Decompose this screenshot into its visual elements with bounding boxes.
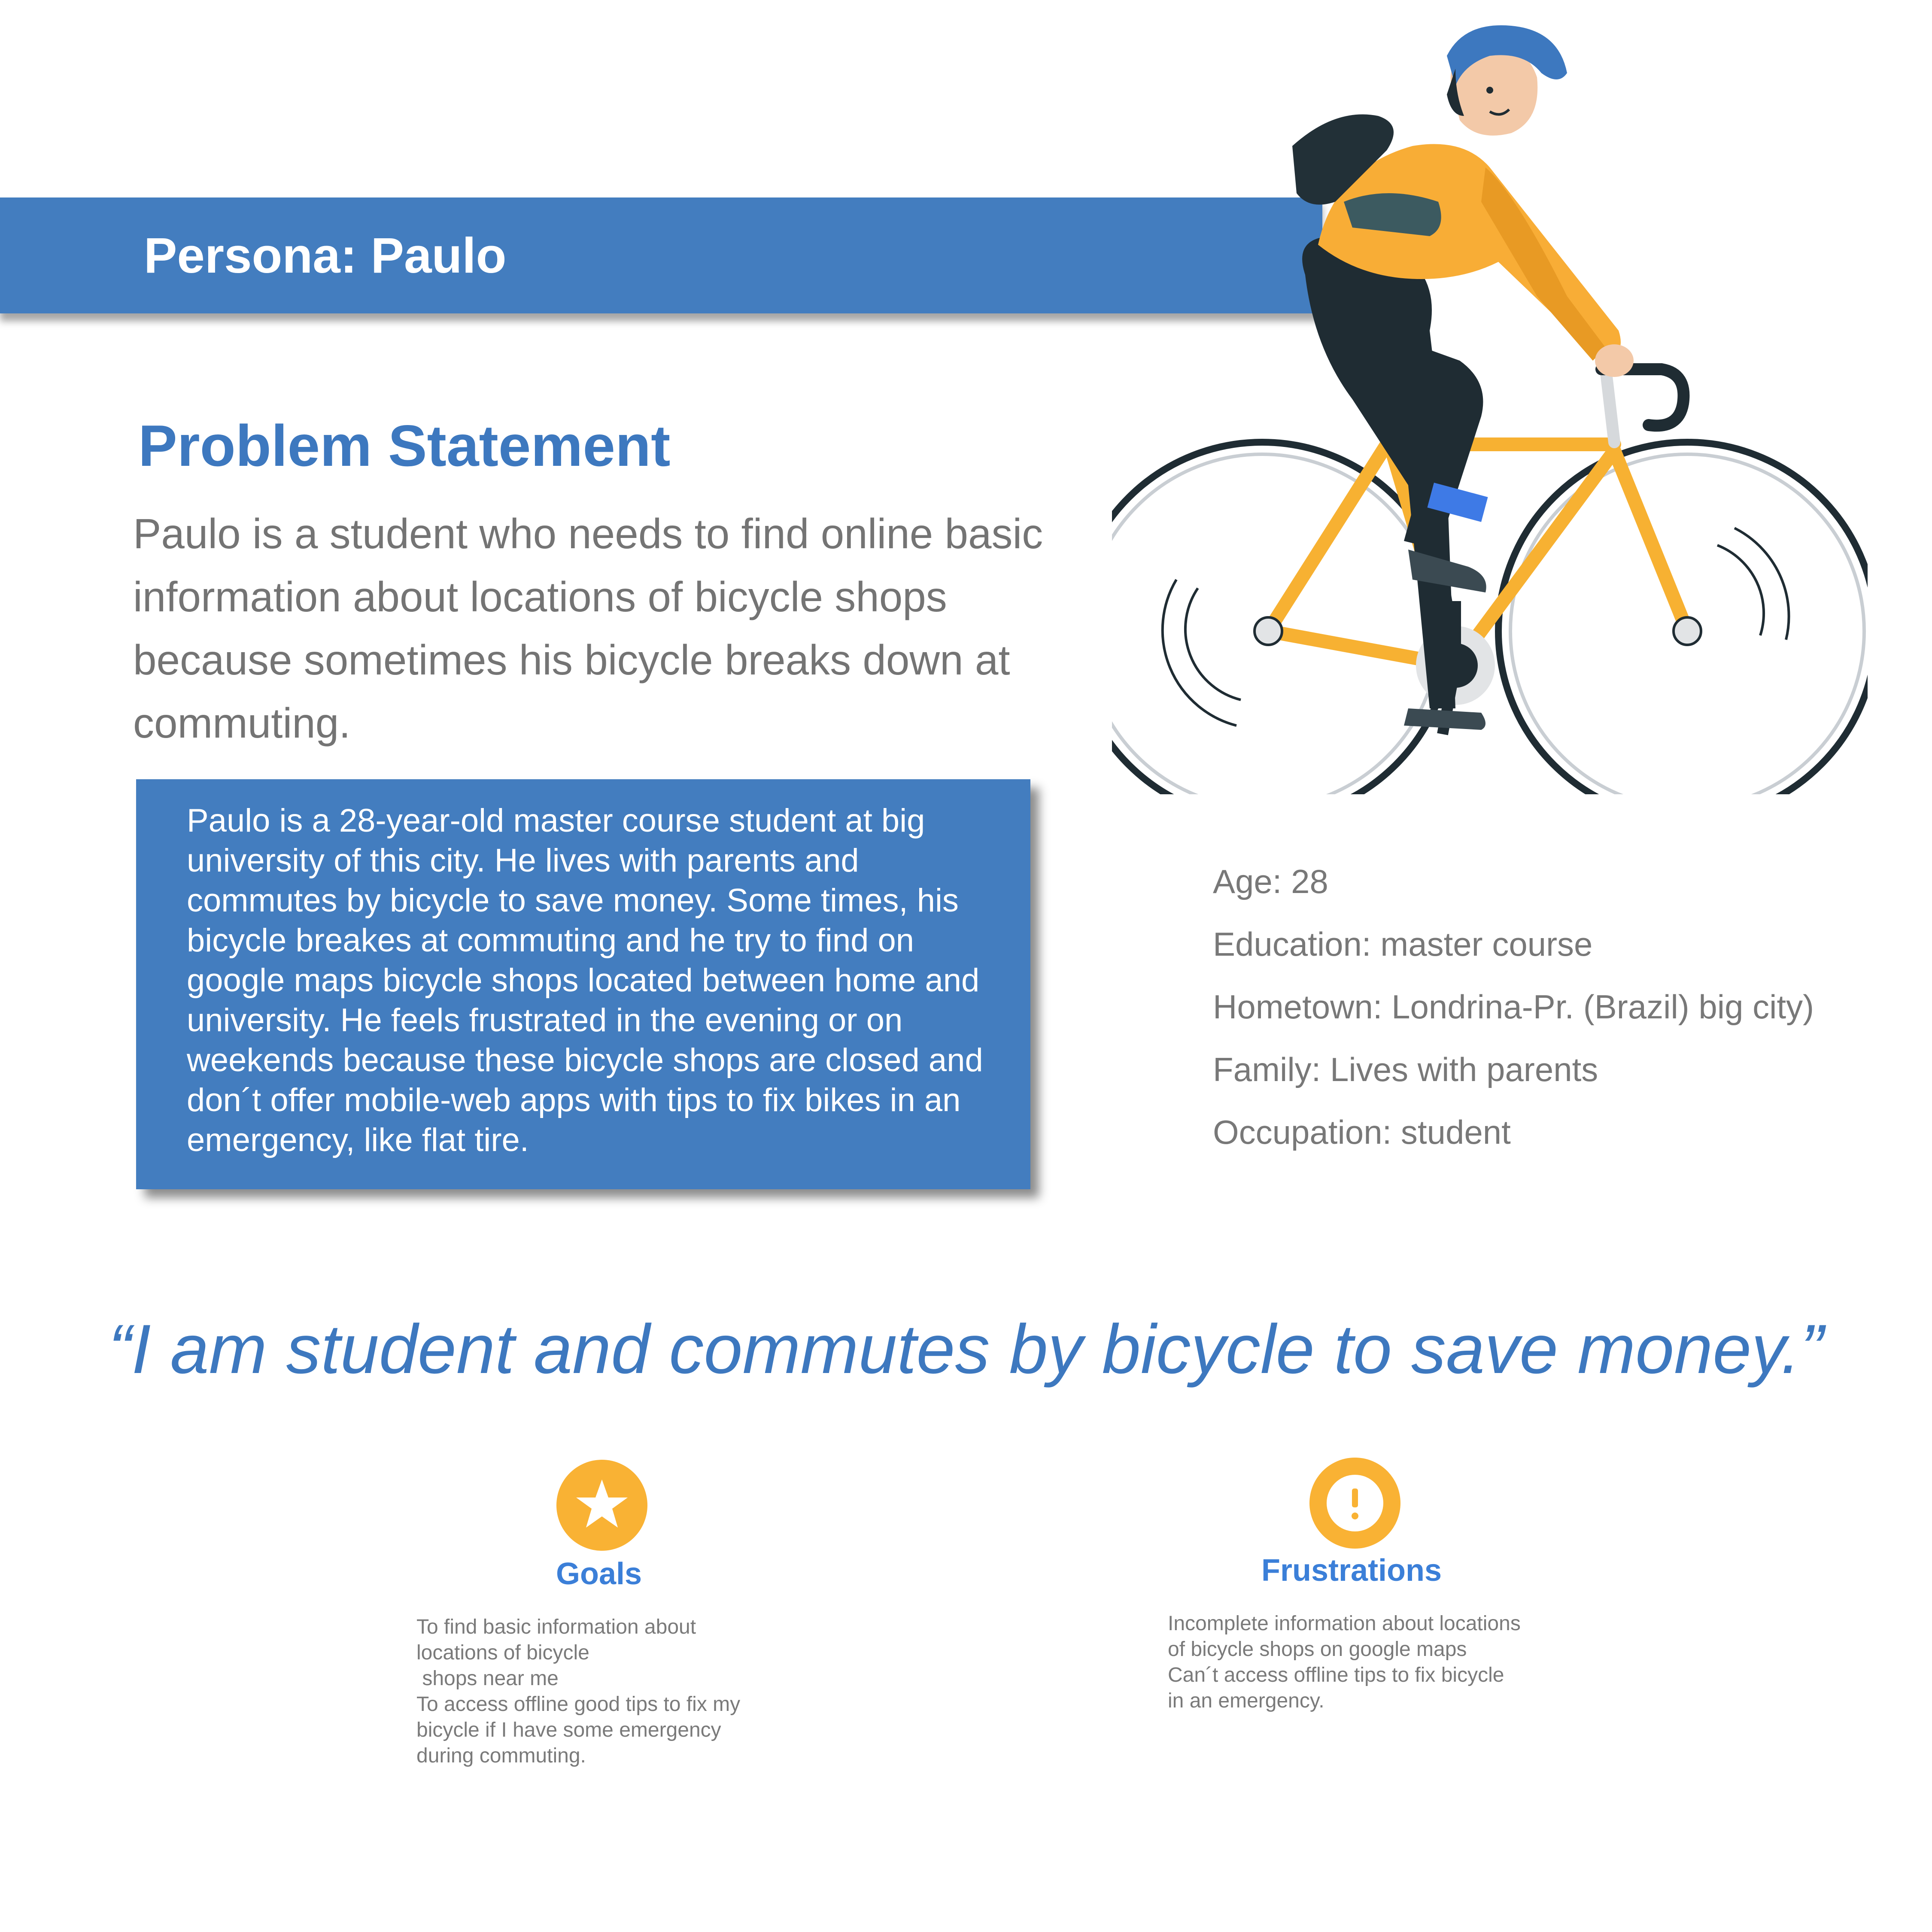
goal-line: To find basic information about: [416, 1616, 696, 1638]
fact-family: Family: Lives with parents: [1213, 1051, 1598, 1088]
problem-line: information about locations of bicycle shops: [133, 573, 947, 620]
bio-line: emergency, like flat tire.: [187, 1122, 529, 1158]
problem-line: because sometimes his bicycle breaks down at: [133, 636, 1010, 683]
fact-education: Education: master course: [1213, 925, 1593, 963]
problem-line: commuting.: [133, 699, 351, 747]
frustration-line: Can´t access offline tips to fix bicycle: [1168, 1664, 1504, 1686]
frustrations-list: [1168, 1611, 1521, 1714]
cyclist-illustration: [1112, 21, 1868, 794]
bio-line: Paulo is a 28-year-old master course student at big: [187, 802, 925, 839]
frustration-line: in an emergency.: [1168, 1689, 1324, 1712]
fact-hometown: Hometown: Londrina-Pr. (Brazil) big city): [1213, 988, 1814, 1026]
goals-list: [416, 1614, 740, 1769]
bio-text: [187, 801, 1028, 1160]
fact-age: Age: 28: [1213, 863, 1328, 900]
goal-line: bicycle if I have some emergency: [416, 1719, 721, 1741]
persona-facts: [1213, 850, 1900, 1163]
bio-line: don´t offer mobile-web apps with tips to fix bikes in an: [187, 1082, 961, 1118]
bio-line: weekends because these bicycle shops are closed and: [187, 1042, 983, 1078]
bio-line: bicycle breakes at commuting and he try to find on: [187, 922, 914, 959]
exclamation-icon: [1309, 1458, 1400, 1549]
fact-occupation: Occupation: student: [1213, 1113, 1511, 1151]
handlebar: [1601, 369, 1683, 442]
bio-line: google maps bicycle shops located between home and: [187, 962, 980, 999]
goal-line: shops near me: [416, 1667, 559, 1690]
star-icon: [556, 1460, 647, 1551]
bio-box: [136, 779, 1030, 1189]
frustration-line: of bicycle shops on google maps: [1168, 1638, 1467, 1661]
bio-line: university of this city. He lives with parents and: [187, 842, 859, 879]
goal-line: To access offline good tips to fix my: [416, 1693, 741, 1716]
persona-title: Persona: Paulo: [144, 228, 507, 283]
frustration-line: Incomplete information about locations: [1168, 1612, 1521, 1635]
goal-line: locations of bicycle: [416, 1641, 589, 1664]
problem-line: Paulo is a student who needs to find online basic: [133, 510, 1043, 557]
persona-quote: “I am student and commutes by bicycle to save money.”: [108, 1310, 1824, 1388]
bio-line: commutes by bicycle to save money. Some times, his: [187, 882, 959, 919]
frustrations-title: Frustrations: [1261, 1553, 1442, 1588]
problem-statement-text: [133, 502, 1112, 755]
goal-line: during commuting.: [416, 1744, 586, 1767]
problem-statement-heading: Problem Statement: [138, 413, 671, 478]
bio-line: university. He feels frustrated in the evening or on: [187, 1002, 903, 1039]
goals-title: Goals: [556, 1557, 642, 1591]
rider: [1292, 25, 1634, 730]
